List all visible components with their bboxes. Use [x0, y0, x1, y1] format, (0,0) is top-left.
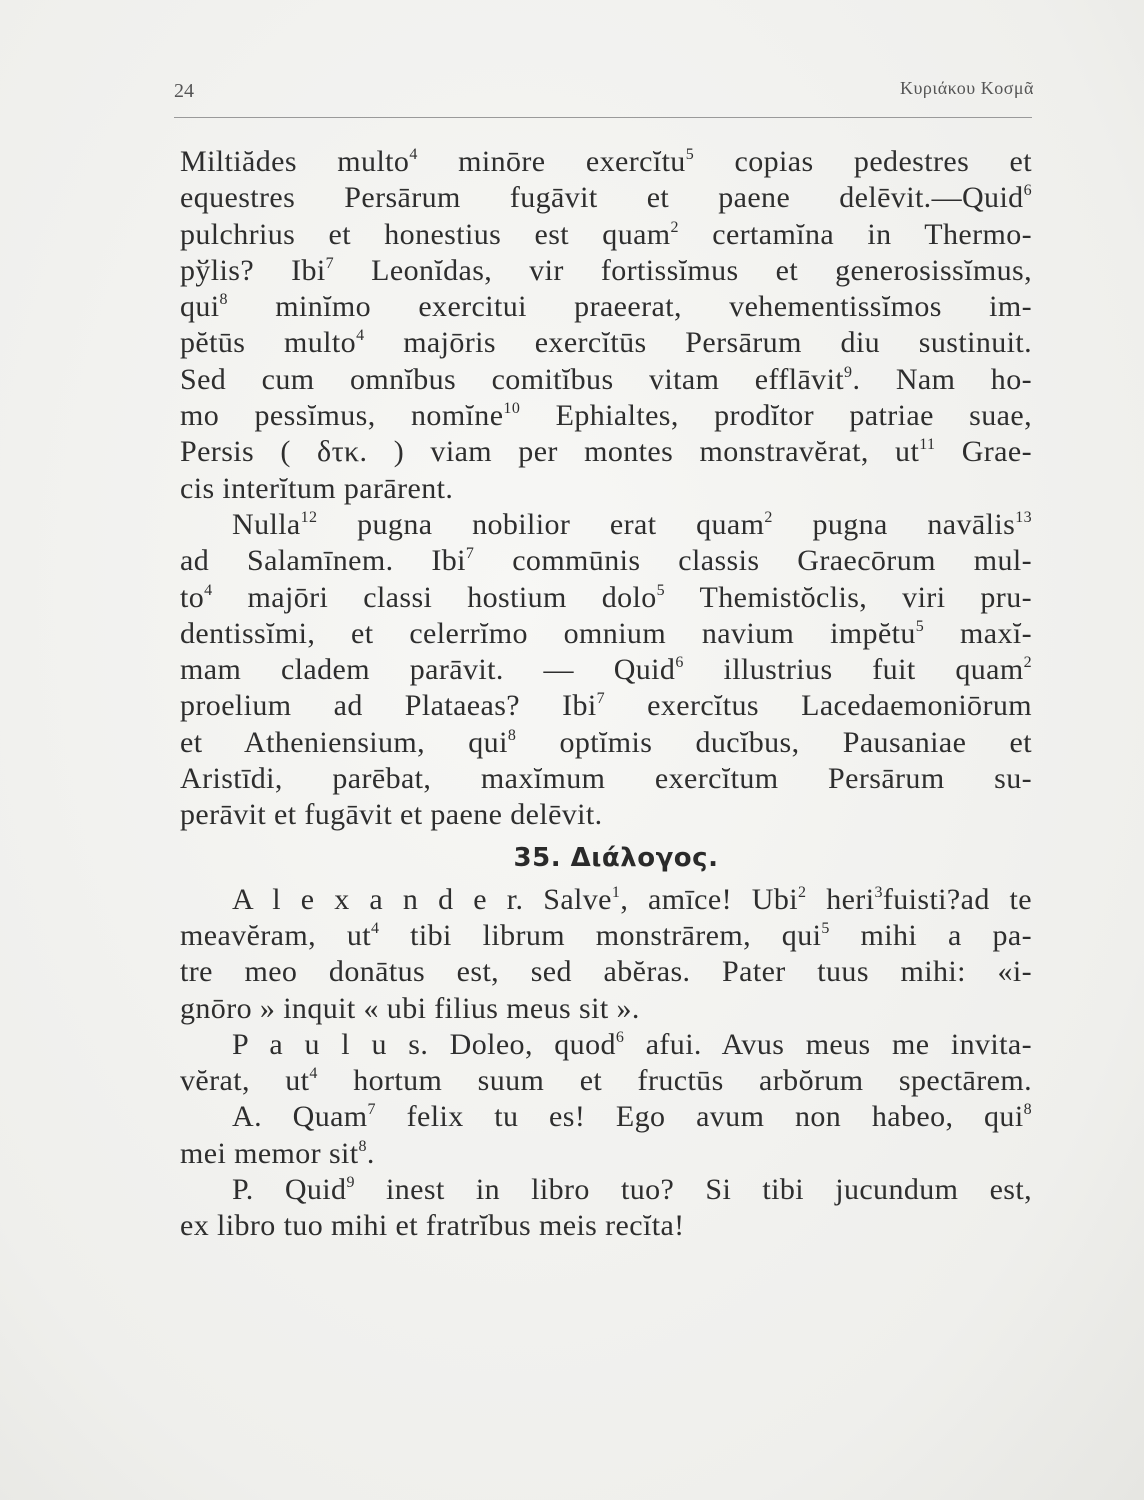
footnote-marker: 7 — [465, 545, 475, 563]
dialogue-line: gnōro » inquit « ubi filius meus sit ». — [180, 991, 640, 1025]
text-line: Miltiădes multo$^4$ minōre exercĭtu$^5$ copias pedestres et — [180, 145, 1032, 178]
footnote-marker: 6 — [1023, 182, 1032, 200]
text-line: pўlis? Ibi$^7$ Leonĭdas, vir fortissĭmus et generosissĭmus, — [180, 253, 1032, 287]
footnote-marker: 5 — [685, 146, 695, 163]
text-line: dentissĭmi, et celerrĭmo omnium navium impĕtu$^5$ maxĭ- — [180, 616, 1032, 650]
text-line: perāvit et fugāvit et paene delēvit. — [180, 798, 603, 832]
footnote-marker: 4 — [309, 1065, 318, 1083]
footnote-marker: 8 — [219, 291, 228, 309]
text-line: pĕtūs multo$^4$ majōris exercĭtūs Persārum diu sustinuit. — [180, 326, 1032, 360]
dialogue-line: vĕrat, $ut^4$ hortum suum et fructūs arbŏrum spectārem. — [180, 1064, 1032, 1098]
text-line: qui$^8$ minĭmo exercitui praeerat, vehementissĭmos im- — [180, 290, 1032, 324]
section-heading: 35. Διάλογος. — [513, 842, 719, 873]
footnote-marker: 2 — [670, 218, 679, 236]
text-line: Persis ( δτκ. ) viam per montes monstravĕrat, $ut^{11}$ Grae- — [180, 435, 1032, 469]
text-line: pulchrius et honestius est quam$^2$ certamĭna in Thermo- — [180, 217, 1033, 251]
footnote-marker: 7 — [325, 254, 335, 272]
text-line: Nulla$^{12}$ pugna nobilior erat quam$^2$ pugna navālis$^{13}$ — [232, 507, 1032, 541]
text-line: proelium ad Plataeas? Ibi$^7$ exercĭtus Lacedaemoniōrum — [180, 689, 1032, 723]
speaker-name: A. — [232, 1100, 262, 1134]
footnote-marker: 4 — [204, 581, 213, 599]
footnote-marker: 10 — [503, 400, 521, 418]
footnote-marker: 7 — [596, 690, 606, 708]
footnote-marker: 9 — [844, 363, 853, 381]
dialogue-block — [180, 882, 1032, 1245]
dialogue-line: mei memor sit$^8$. — [180, 1136, 375, 1170]
text-line: Aristīdi, parēbat, maxĭmum exercĭtum Persārum su- — [180, 762, 1032, 796]
footnote-marker: 6 — [675, 654, 684, 672]
page-number: 24 — [174, 80, 194, 102]
footnote-marker: 8 — [507, 726, 517, 744]
dialogue-line: A l e x a n d e r. Salve$^1$, amīce! Ubi$^2$ heri$^3$fuisti?ad te — [232, 882, 1032, 916]
footnote-marker: 4 — [370, 919, 380, 937]
dialogue-line: P a u l u s. Doleo, quod$^6$ afui. Avus meus me invita- — [232, 1027, 1032, 1061]
text-line: et Atheniensium, qui$^8$ optĭmis ducĭbus, Pausaniae et — [180, 725, 1032, 759]
footnote-marker: 9 — [346, 1174, 355, 1192]
footnote-marker: 11 — [919, 436, 936, 454]
footnote-marker: 3 — [874, 883, 883, 901]
speaker-name: A l e x a n d e r. — [232, 882, 524, 916]
dialogue-line: tre meo donātus est, sed abĕras. Pater tuus mihi: «i- — [180, 955, 1032, 989]
footnote-marker: 1 — [611, 883, 621, 901]
footnote-marker: 7 — [367, 1101, 376, 1119]
dialogue-line: P. Quid$^9$ inest in libro tuo? Si tibi jucundum est, — [232, 1173, 1032, 1207]
running-head: Κυριάκου Κοσμᾶ — [899, 78, 1034, 98]
text-line: equestres Persārum fugāvit et paene delēvit.—Quid$^6$ — [180, 181, 1032, 215]
footnote-marker: 2 — [798, 883, 807, 901]
footnote-marker: 5 — [821, 919, 830, 937]
footnote-marker: 8 — [1023, 1101, 1032, 1119]
header-rule — [174, 117, 1032, 118]
text-line: mo pessĭmus, nomĭne$^{10}$ Ephialtes, prodĭtor patriae suae, — [180, 399, 1032, 433]
footnote-marker: 4 — [409, 146, 418, 163]
dialogue-line: A. Quam$^7$ felix tu es! Ego avum non habeo, qui$^8$ — [232, 1100, 1032, 1134]
body-text — [180, 144, 1032, 1245]
footnote-marker: 5 — [915, 617, 925, 635]
text-line: $to^4$ majōri classi hostium dolo$^5$ Themistŏclis, viri pru- — [180, 580, 1032, 614]
text-line: ad Salamīnem. Ibi$^7$ commūnis classis Graecōrum mul- — [180, 544, 1032, 578]
dialogue-line: ex libro tuo mihi et fratrĭbus meis recĭta! — [180, 1209, 685, 1243]
dialogue-line: meavĕram, $ut^4$ tibi librum monstrārem, qui$^5$ mihi a pa- — [180, 918, 1033, 952]
footnote-marker: 8 — [358, 1137, 367, 1155]
page-header — [174, 78, 1034, 118]
footnote-marker: 6 — [615, 1028, 625, 1046]
footnote-marker: 4 — [356, 327, 365, 345]
speaker-name: P. — [232, 1173, 254, 1207]
footnote-marker: 5 — [656, 581, 666, 599]
footnote-marker: 12 — [300, 508, 318, 526]
speaker-name: P a u l u s. — [232, 1027, 429, 1061]
text-line: cis interĭtum parārent. — [180, 471, 454, 505]
prose-block — [180, 144, 1032, 834]
footnote-marker: 2 — [1023, 654, 1032, 672]
text-line: Sed cum omnĭbus comitĭbus vitam efflāvit$^9$. Nam ho- — [180, 362, 1032, 396]
footnote-marker: 13 — [1015, 508, 1032, 526]
text-line: mam cladem parāvit. — Quid$^6$ illustrius fuit quam$^2$ — [180, 653, 1032, 687]
footnote-marker: 2 — [764, 508, 773, 526]
